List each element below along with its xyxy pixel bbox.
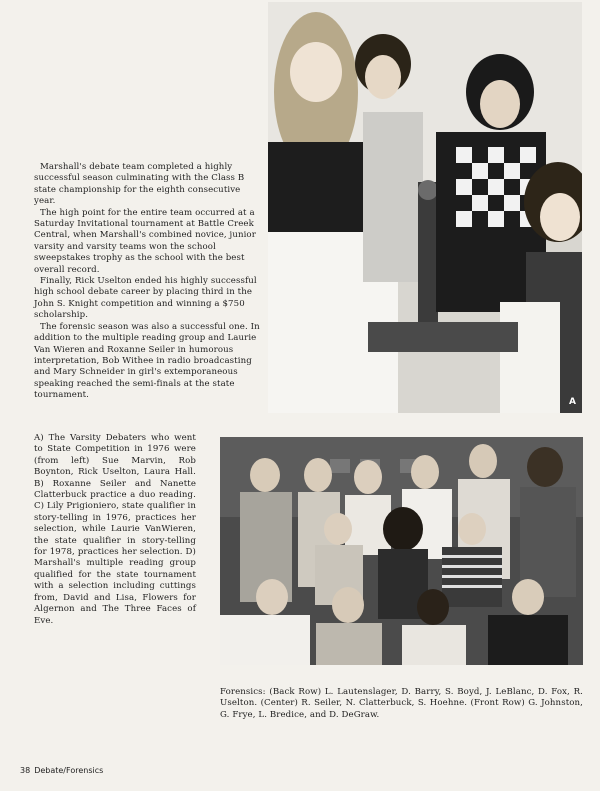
story-paragraph: Marshall's debate team completed a highly successful season culminating with the Class B state championship for the eighth consecutive year. (34, 162, 245, 207)
photo-captions: A) The Varsity Debaters who went to State Competition in 1976 were (from left) Sue Marvin, Rob Boynton, Rick Uselton, Laura Hall. B) Roxanne Seiler and Nanette Clatterbuck practice a duo reading. C) Lily Prigioniero, state qualifier in story-telling in 1976, practices her selection, while Laurie VanWieren, the state qualifier in story-telling for 1978, practices her selection. D) Marshall's multiple reading group qualified for the state tournament with a selection including cuttings from, David and Lisa, Flowers for Algernon and The Three Faces of Eve. (34, 433, 196, 626)
story-paragraph: The forensic season was also a successful one. In addition to the multiple reading group and Laurie Van Wieren and Roxanne Seiler in humorous interpretation, Bob Withee in radio broadcasting and Mary Schneider in girl's extemporaneous speaking reached the semi-finals at the state tournament. (34, 321, 260, 401)
forensics-caption: Forensics: (Back Row) L. Lautenslager, D. Barry, S. Boyd, J. LeBlanc, D. Fox, R. Uselton. (Center) R. Seiler, N. Clatterbuck, S. Hoehne. (Front Row) G. Johnston, G. Frye, L. Bredice, and D. DeGraw. (220, 687, 583, 720)
varsity-debaters-photo (268, 2, 582, 413)
story-text (34, 162, 260, 402)
story-paragraph: The high point for the entire team occurred at a Saturday Invitational tournament at Battle Creek Central, when Marshall's combined novice, junior varsity and varsity teams won the school sweepstakes trophy as the school with the best overall record. (34, 207, 256, 275)
forensics-group-photo (220, 437, 583, 665)
page-number: 38 (20, 766, 31, 775)
section-name: Debate/Forensics (34, 766, 104, 775)
story-paragraph: Finally, Rick Uselton ended his highly successful high school debate career by placing third in the John S. Knight competition and winning a $750 scholarship. (34, 276, 257, 321)
page-folio (20, 766, 107, 775)
photo-letter-a: A (569, 397, 576, 407)
